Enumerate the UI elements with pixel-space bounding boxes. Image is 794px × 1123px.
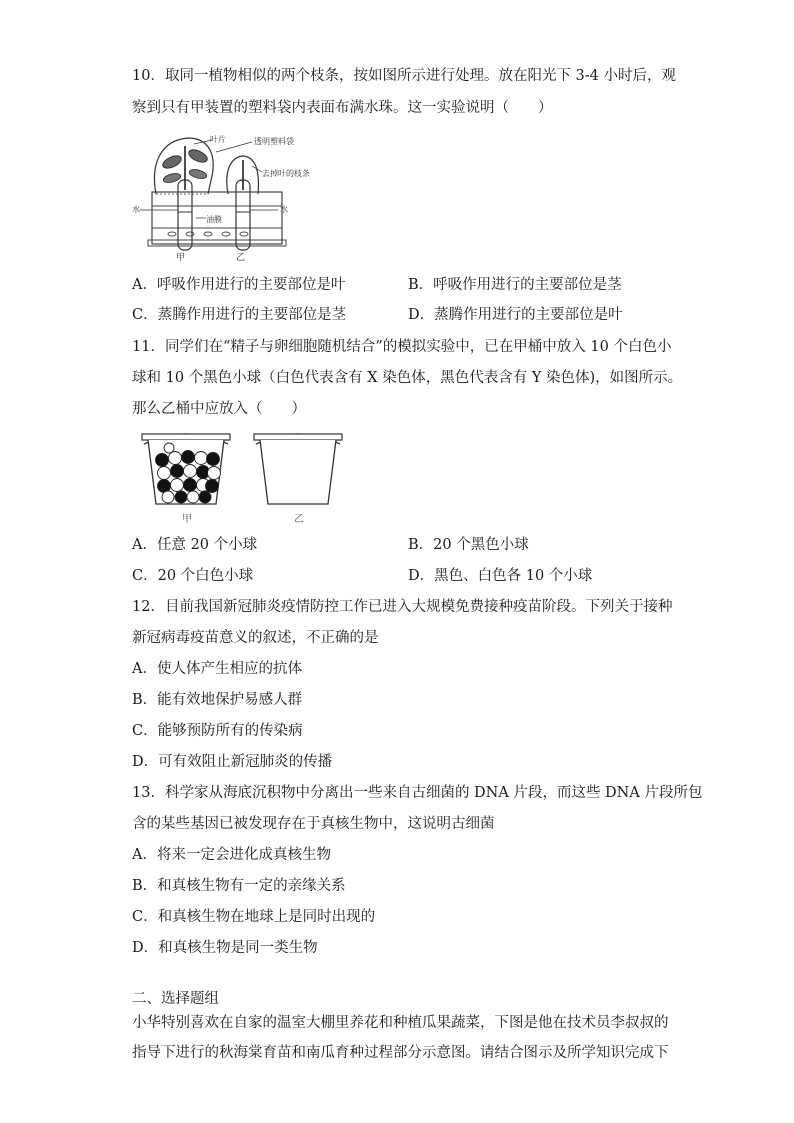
label-water-right: 水 (280, 205, 288, 214)
q11-option-c: C．20 个白色小球 (132, 568, 254, 584)
bucket-yi (254, 434, 342, 504)
q12-option-d: D．可有效阻止新冠肺炎的传播 (132, 754, 333, 770)
q12-stem-line1: 12．目前我国新冠肺炎疫情防控工作已进入大规模免费接种疫苗阶段。下列关于接种 (132, 599, 673, 615)
bucket-jia (142, 434, 230, 504)
q13-stem-line2: 含的某些基因已被发现存在于真核生物中，这说明古细菌 (132, 816, 495, 832)
label-bucket-jia: 甲 (182, 514, 192, 525)
q11-stem-line1: 11．同学们在“精子与卵细胞随机结合”的模拟实验中，已在甲桶中放入 10 个白色小 (132, 339, 672, 355)
q10-option-d: D．蒸腾作用进行的主要部位是叶 (408, 307, 623, 323)
q13-option-d: D．和真核生物是同一类生物 (132, 940, 318, 956)
label-branch-no-leaf: 去掉叶的枝条 (262, 169, 310, 178)
q11-figure-buckets (138, 428, 348, 528)
q10-figure-plant-experiment (132, 132, 322, 262)
section2-intro-line1: 小华特别喜欢在自家的温室大棚里养花和种植瓜果蔬菜，下图是他在技术员李叔叔的 (132, 1015, 669, 1031)
q10-stem-line1: 10．取同一植物相似的两个枝条，按如图所示进行处理。放在阳光下 3-4 小时后，观 (132, 68, 677, 84)
q13-stem-line1: 13．科学家从海底沉积物中分离出一些来自古细菌的 DNA 片段，而这些 DNA 片段所包 (132, 785, 703, 801)
label-oil-film: 油膜 (206, 215, 222, 224)
q13-option-c: C．和真核生物在地球上是同时出现的 (132, 909, 376, 925)
q12-option-c: C．能够预防所有的传染病 (132, 723, 303, 739)
label-bucket-yi: 乙 (294, 514, 304, 525)
q13-option-a: A．将来一定会进化成真核生物 (132, 847, 331, 863)
label-jia: 甲 (176, 253, 186, 262)
label-water-left: 水 (132, 205, 140, 214)
q10-option-c: C．蒸腾作用进行的主要部位是茎 (132, 307, 347, 323)
q12-option-b: B．能有效地保护易感人群 (132, 692, 303, 708)
q10-stem-line2: 察到只有甲装置的塑料袋内表面布满水珠。这一实验说明（ ） (132, 100, 553, 116)
q12-option-a: A．使人体产生相应的抗体 (132, 661, 302, 677)
label-leaf: 叶片 (210, 135, 226, 144)
q11-stem-line3: 那么乙桶中应放入（ ） (132, 401, 306, 417)
section2-intro-line2: 指导下进行的秋海棠育苗和南瓜育种过程部分示意图。请结合图示及所学知识完成下 (132, 1045, 669, 1061)
q10-option-b: B．呼吸作用进行的主要部位是茎 (408, 277, 622, 293)
label-plastic-bag: 透明塑料袋 (254, 137, 294, 146)
q11-option-d: D．黑色、白色各 10 个小球 (408, 568, 593, 584)
q10-option-a: A．呼吸作用进行的主要部位是叶 (132, 277, 346, 293)
q11-option-b: B．20 个黑色小球 (408, 537, 529, 553)
label-yi: 乙 (236, 253, 246, 262)
q13-option-b: B．和真核生物有一定的亲缘关系 (132, 878, 346, 894)
q11-option-a: A．任意 20 个小球 (132, 537, 258, 553)
section2-heading: 二、选择题组 (132, 991, 219, 1007)
q11-stem-line2: 球和 10 个黑色小球（白色代表含有 X 染色体，黑色代表含有 Y 染色体)，如图所示。 (132, 370, 683, 386)
q12-stem-line2: 新冠病毒疫苗意义的叙述，不正确的是 (132, 630, 379, 646)
